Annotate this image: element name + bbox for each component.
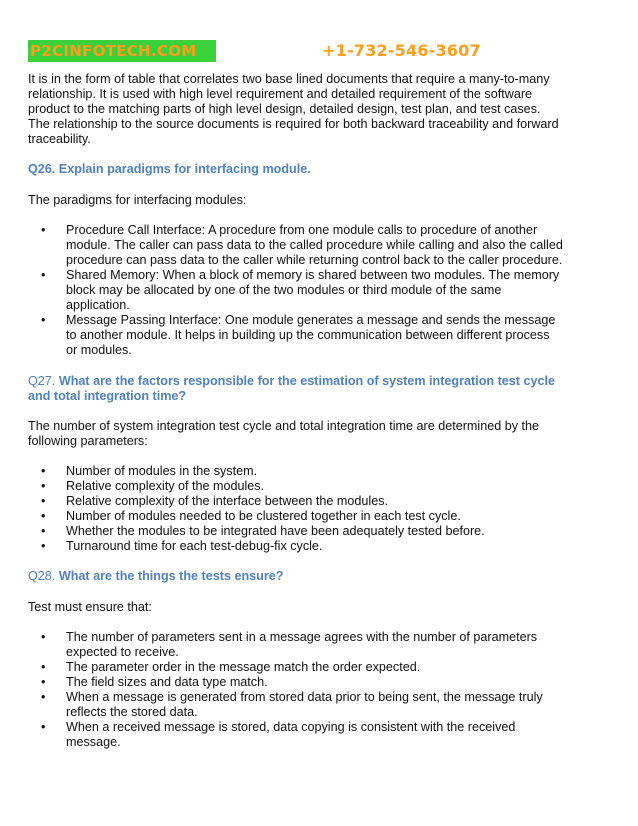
question-27-number: Q27. (28, 373, 56, 388)
question-27-text: What are the factors responsible for the estimation of system integration test cycle and total integration time? (28, 373, 555, 403)
answer-28-list (28, 630, 564, 751)
list-item: • When a received message is stored, data copying is consistent with the received message. (28, 720, 564, 750)
phone-number: +1-732-546-3607 (322, 41, 481, 60)
answer-27-intro: The number of system integration test cycle and total integration time are determined by the following parameters: (28, 418, 540, 448)
page-header (28, 40, 608, 62)
answer-26-list (28, 223, 564, 359)
list-item: • The parameter order in the message match the order expected. (28, 660, 564, 675)
question-28 (28, 569, 564, 584)
list-item: • The field sizes and data type match. (28, 675, 564, 690)
list-item: • Number of modules in the system. (28, 464, 564, 479)
answer-28-intro: Test must ensure that: (28, 599, 152, 614)
list-item: • Whether the modules to be integrated have been adequately tested before. (28, 524, 564, 539)
question-28-number: Q28. (28, 569, 56, 584)
list-item: • Turnaround time for each test-debug-fix cycle. (28, 539, 564, 554)
list-item: • Procedure Call Interface: A procedure from one module calls to procedure of another module. The caller can pass data to the called procedure while calling and also the called procedure can pass data to the caller while returning control back to the caller procedure. (28, 223, 564, 268)
list-item: • Relative complexity of the modules. (28, 479, 564, 494)
list-item: • The number of parameters sent in a message agrees with the number of parameters expected to receive. (28, 630, 564, 660)
document-body (28, 72, 564, 750)
list-item: • Message Passing Interface: One module generates a message and sends the message to another module. It helps in building up the communication between different process or modules. (28, 313, 564, 358)
answer-26-intro: The paradigms for interfacing modules: (28, 192, 247, 207)
question-27 (28, 374, 564, 404)
list-item: • Number of modules needed to be clustered together in each test cycle. (28, 509, 564, 524)
brand-name: P2CINFOTECH.COM (28, 40, 216, 62)
list-item: • When a message is generated from stored data prior to being sent, the message truly reflects the stored data. (28, 690, 564, 720)
list-item: • Relative complexity of the interface between the modules. (28, 494, 564, 509)
answer-27-list (28, 464, 564, 555)
question-28-text: What are the things the tests ensure? (58, 569, 284, 584)
intro-paragraph: It is in the form of table that correlates two base lined documents that require a many-to-many relationship. It is used with high level requirement and detailed requirement of the software product to the matching parts of high level design, detailed design, test plan, and test cases. The relationship to the source documents is required for both backward traceability and forward traceability. (28, 72, 559, 147)
question-26: Q26. Explain paradigms for interfacing module. (28, 162, 311, 177)
list-item: • Shared Memory: When a block of memory is shared between two modules. The memory block may be allocated by one of the two modules or third module of the same application. (28, 268, 564, 313)
